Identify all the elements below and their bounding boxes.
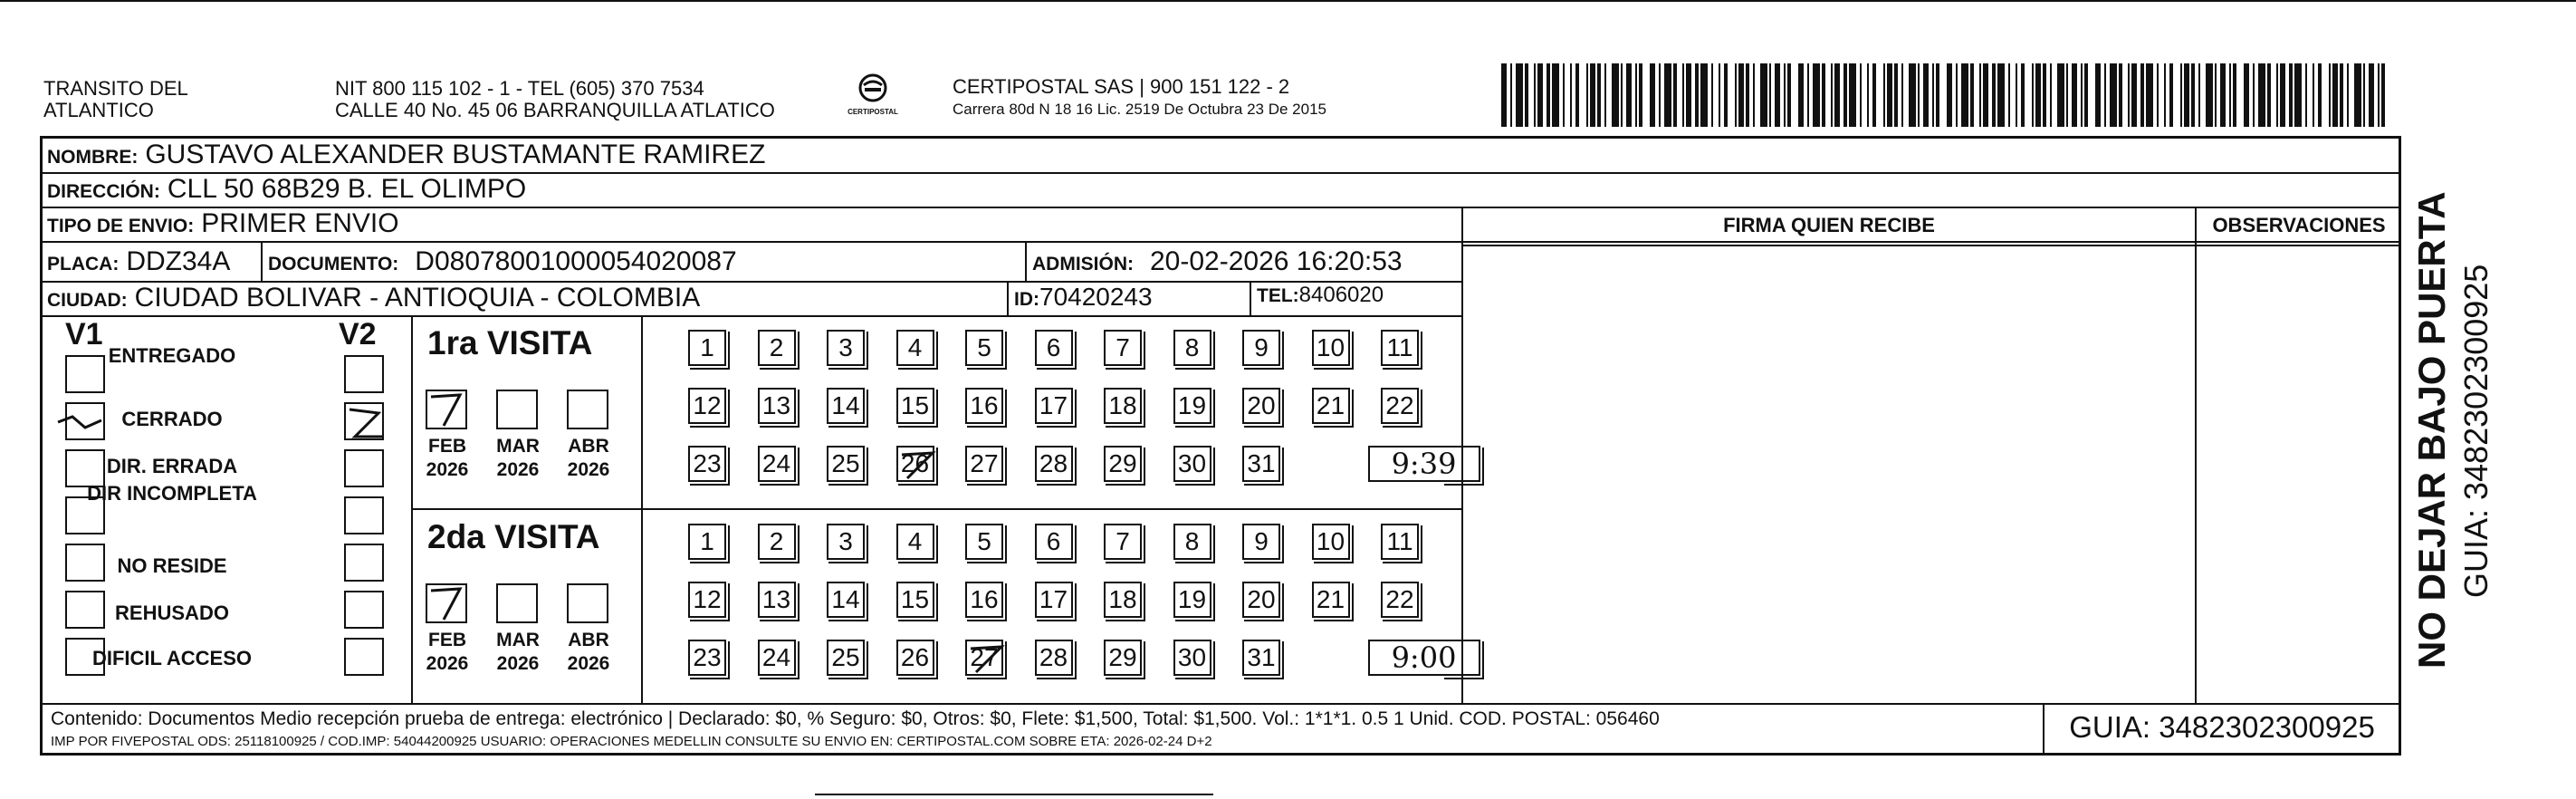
v2-checkbox[interactable] — [344, 402, 384, 440]
barcode-bar — [1642, 63, 1650, 127]
observaciones-area[interactable] — [2198, 248, 2399, 701]
placa-row — [47, 246, 230, 277]
time-box[interactable]: 9:39 — [1368, 446, 1480, 482]
month-checkbox[interactable] — [426, 390, 467, 429]
admision-row — [1032, 246, 1403, 277]
day-box[interactable]: 24 — [758, 640, 796, 676]
day-box[interactable]: 29 — [1104, 640, 1142, 676]
placa-label: PLACA: — [47, 254, 120, 274]
day-box[interactable]: 20 — [1242, 388, 1280, 424]
day-box[interactable]: 12 — [688, 388, 726, 424]
day-box[interactable]: 19 — [1173, 582, 1211, 618]
day-box[interactable]: 6 — [1035, 330, 1073, 366]
month-label — [491, 629, 545, 676]
month-label — [420, 435, 474, 482]
guia-box: GUIA: 3482302300925 — [2069, 710, 2375, 744]
barcode-bar — [1579, 63, 1586, 127]
barcode-bar — [2088, 63, 2095, 127]
v2-checkbox[interactable] — [344, 449, 384, 487]
barcode-bar — [2258, 63, 2265, 127]
barcode-bar — [2294, 63, 2302, 127]
month-name: FEB — [428, 630, 466, 650]
day-box[interactable]: 7 — [1104, 524, 1142, 560]
barcode-bar — [2206, 63, 2213, 127]
month-name: ABR — [568, 630, 609, 650]
barcode-bar — [1552, 63, 1559, 127]
license-line: Carrera 80d N 18 16 Lic. 2519 De Octubra 23 De 2015 — [953, 101, 1326, 118]
day-box[interactable]: 23 — [688, 446, 726, 482]
day-box[interactable]: 21 — [1312, 582, 1350, 618]
barcode-bar — [1939, 63, 1947, 127]
firma-header: FIRMA QUIEN RECIBE — [1723, 214, 1935, 236]
day-box[interactable]: 27 — [965, 640, 1003, 676]
visit-title: 2da VISITA — [427, 518, 600, 555]
placa-divider — [261, 241, 263, 281]
day-box[interactable]: 8 — [1173, 330, 1211, 366]
barcode-bar — [1791, 63, 1798, 127]
barcode-bar — [1813, 63, 1820, 127]
company-info — [953, 74, 1460, 120]
day-box[interactable]: 13 — [758, 388, 796, 424]
nombre-label: NOMBRE: — [47, 147, 139, 168]
day-box[interactable]: 30 — [1173, 640, 1211, 676]
tel-row — [1257, 283, 1384, 308]
check-mark-icon — [426, 583, 467, 623]
barcode-bar — [2025, 63, 2032, 127]
observaciones-header: OBSERVACIONES — [2212, 214, 2386, 236]
status-label: ENTREGADO — [108, 344, 236, 367]
day-box[interactable]: 20 — [1242, 582, 1280, 618]
admision-divider — [1025, 241, 1027, 281]
day-box[interactable]: 2 — [758, 524, 796, 560]
day-box[interactable]: 25 — [827, 446, 865, 482]
day-box[interactable]: 26 — [896, 446, 934, 482]
status-divider — [411, 315, 413, 703]
barcode-bar — [1876, 63, 1883, 127]
ciudad-value: CIUDAD BOLIVAR - ANTIOQUIA - COLOMBIA — [134, 283, 701, 313]
barcode-bar — [2322, 63, 2329, 127]
day-box[interactable]: 22 — [1381, 388, 1419, 424]
tel-label: TEL: — [1257, 285, 1299, 306]
day-box[interactable]: 1 — [688, 524, 726, 560]
v2-checkbox[interactable] — [344, 544, 384, 582]
day-box[interactable]: 5 — [965, 330, 1003, 366]
id-value: 70420243 — [1039, 283, 1153, 311]
day-box[interactable]: 29 — [1104, 446, 1142, 482]
day-box[interactable]: 8 — [1173, 524, 1211, 560]
day-box[interactable]: 23 — [688, 640, 726, 676]
status-label: CERRADO — [121, 408, 223, 430]
barcode — [1501, 63, 2394, 127]
tel-divider — [1250, 281, 1251, 315]
barcode-bar — [1849, 63, 1856, 127]
barcode-bar — [1612, 63, 1619, 127]
footer-divider — [40, 703, 2401, 705]
row-divider — [40, 241, 2401, 243]
month-year: 2026 — [426, 459, 469, 480]
sender-contact — [335, 78, 842, 121]
v1-label: V1 — [65, 317, 103, 351]
check-mark-icon — [346, 404, 386, 442]
barcode-bar — [2354, 63, 2361, 127]
day-box[interactable]: 11 — [1381, 330, 1419, 366]
month-name: ABR — [568, 436, 609, 457]
id-label: ID: — [1014, 289, 1039, 310]
month-label — [561, 629, 616, 676]
status-label: DIFICIL ACCESO — [91, 647, 252, 669]
day-box[interactable]: 27 — [965, 446, 1003, 482]
day-box[interactable]: 2 — [758, 330, 796, 366]
day-box[interactable]: 31 — [1242, 446, 1280, 482]
status-label: NO RESIDE — [117, 554, 227, 577]
day-box[interactable]: 16 — [965, 582, 1003, 618]
day-box[interactable]: 4 — [896, 524, 934, 560]
month-year: 2026 — [426, 653, 469, 674]
v2-checkbox[interactable] — [344, 591, 384, 629]
day-box[interactable]: 24 — [758, 446, 796, 482]
day-box[interactable]: 6 — [1035, 524, 1073, 560]
tipo-value: PRIMER ENVIO — [201, 208, 399, 238]
day-box[interactable]: 11 — [1381, 524, 1419, 560]
day-box[interactable]: 28 — [1035, 446, 1073, 482]
day-box[interactable]: 10 — [1312, 330, 1350, 366]
day-box[interactable]: 3 — [827, 524, 865, 560]
tipo-row — [47, 208, 399, 239]
logo-text: CERTIPOSTAL — [847, 108, 898, 116]
bottom-edge-mark — [815, 794, 1213, 795]
barcode-bar — [1664, 63, 1671, 127]
month-checkbox[interactable] — [496, 583, 538, 623]
status-label: REHUSADO — [115, 602, 229, 624]
month-label — [561, 435, 616, 482]
barcode-bar — [1909, 63, 1916, 127]
direccion-row — [47, 174, 526, 205]
day-box[interactable]: 28 — [1035, 640, 1073, 676]
month-name: FEB — [428, 436, 466, 457]
sender-line-2: ATLANTICO — [43, 99, 154, 121]
side-guia: GUIA: 3482302300925 — [2457, 264, 2495, 598]
barcode-bar — [1516, 63, 1523, 127]
ciudad-row — [47, 283, 700, 313]
documento-row — [268, 246, 737, 277]
barcode-bar — [2236, 63, 2244, 127]
status-label: DIR INCOMPLETA — [87, 482, 257, 505]
barcode-bar — [1760, 63, 1767, 127]
nombre-value: GUSTAVO ALEXANDER BUSTAMANTE RAMIREZ — [145, 140, 766, 169]
day-box[interactable]: 18 — [1104, 582, 1142, 618]
day-box[interactable]: 21 — [1312, 388, 1350, 424]
signature-area[interactable] — [1465, 248, 2193, 701]
day-box[interactable]: 9 — [1242, 330, 1280, 366]
day-box[interactable]: 15 — [896, 388, 934, 424]
month-name: MAR — [496, 630, 540, 650]
id-row — [1014, 283, 1153, 312]
v2-checkbox[interactable] — [344, 496, 384, 534]
day-box[interactable]: 17 — [1035, 388, 1073, 424]
month-year: 2026 — [567, 653, 610, 674]
month-year: 2026 — [567, 459, 610, 480]
nombre-row — [47, 140, 765, 170]
nit-line: NIT 800 115 102 - 1 - TEL (605) 370 7534 — [335, 77, 704, 100]
sender-name — [43, 78, 297, 121]
col-divider-obs — [2195, 207, 2197, 703]
check-mark-icon — [426, 390, 467, 429]
day-box[interactable]: 13 — [758, 582, 796, 618]
day-box[interactable]: 4 — [896, 330, 934, 366]
day-box[interactable]: 31 — [1242, 640, 1280, 676]
visit-title: 1ra VISITA — [427, 324, 593, 361]
v2-label: V2 — [339, 317, 377, 351]
day-box[interactable]: 14 — [827, 388, 865, 424]
id-divider — [1007, 281, 1009, 315]
day-box[interactable]: 3 — [827, 330, 865, 366]
day-box[interactable]: 25 — [827, 640, 865, 676]
month-year: 2026 — [496, 459, 540, 480]
day-box[interactable]: 14 — [827, 582, 865, 618]
certipostal-logo — [837, 72, 909, 123]
placa-value: DDZ34A — [126, 246, 231, 276]
documento-value: D08078001000054020087 — [415, 246, 737, 276]
certipostal-logo-icon — [853, 72, 893, 103]
day-box[interactable]: 26 — [896, 640, 934, 676]
sender-line-1: TRANSITO DEL — [43, 77, 188, 100]
barcode-bar — [2110, 63, 2117, 127]
day-box[interactable]: 1 — [688, 330, 726, 366]
admision-label: ADMISIÓN: — [1032, 254, 1134, 274]
check-mark-icon — [967, 641, 1007, 678]
check-mark-icon — [898, 448, 938, 484]
barcode-bar — [2173, 63, 2180, 127]
month-checkbox[interactable] — [426, 583, 467, 623]
time-box[interactable]: 9:00 — [1368, 640, 1480, 676]
month-label — [420, 629, 474, 676]
footer-line-2: IMP POR FIVEPOSTAL ODS: 25118100925 / COD.IMP: 54044200925 USUARIO: OPERACIONES MEDELLIN CONSULTE SU ENVIO EN: CERTIPOSTAL.COM SOBRE ETA: 2026-02-24 D+2 — [51, 734, 1212, 749]
tel-value: 8406020 — [1298, 283, 1384, 307]
month-label — [491, 435, 545, 482]
footer-line-1: Contenido: Documentos Medio recepción prueba de entrega: electrónico | Declarado: $0, % Seguro: $0, Otros: $0, Flete: $1,500, Total: $1,500. Vol.: 1*1*1. 0.5 1 Unid. COD. POSTAL: 056460 — [51, 708, 1660, 729]
month-year: 2026 — [496, 653, 540, 674]
day-box[interactable]: 18 — [1104, 388, 1142, 424]
address-line: CALLE 40 No. 45 06 BARRANQUILLA ATLATICO — [335, 99, 775, 121]
day-box[interactable]: 30 — [1173, 446, 1211, 482]
admision-value: 20-02-2026 16:20:53 — [1150, 246, 1403, 276]
status-label: DIR. ERRADA — [106, 455, 238, 477]
barcode-bar — [1700, 63, 1708, 127]
month-checkbox[interactable] — [567, 583, 608, 623]
visit-divider — [411, 508, 1461, 510]
day-box[interactable]: 7 — [1104, 330, 1142, 366]
direccion-value: CLL 50 68B29 B. EL OLIMPO — [167, 174, 527, 204]
receipt-header-line — [1461, 245, 2401, 246]
company-line: CERTIPOSTAL SAS | 900 151 122 - 2 — [953, 75, 1290, 98]
barcode-bar — [1961, 63, 1968, 127]
day-box[interactable]: 19 — [1173, 388, 1211, 424]
row-divider — [40, 315, 1461, 317]
day-box[interactable]: 22 — [1381, 582, 1419, 618]
months-divider — [641, 315, 643, 703]
month-name: MAR — [496, 436, 540, 457]
v2-checkbox[interactable] — [344, 355, 384, 393]
month-checkbox[interactable] — [496, 390, 538, 429]
day-box[interactable]: 10 — [1312, 524, 1350, 560]
top-edge-line — [0, 0, 2576, 2]
v2-checkbox[interactable] — [344, 638, 384, 676]
barcode-bar — [2146, 63, 2153, 127]
day-box[interactable]: 16 — [965, 388, 1003, 424]
side-warning: NO DEJAR BAJO PUERTA — [2410, 191, 2453, 669]
day-box[interactable]: 9 — [1242, 524, 1280, 560]
day-box[interactable]: 15 — [896, 582, 934, 618]
day-box[interactable]: 17 — [1035, 582, 1073, 618]
barcode-bar — [1997, 63, 2005, 127]
tipo-label: TIPO DE ENVIO: — [47, 216, 195, 236]
direccion-label: DIRECCIÓN: — [47, 181, 160, 202]
ciudad-label: CIUDAD: — [47, 290, 128, 311]
barcode-bar — [2385, 63, 2392, 127]
day-box[interactable]: 5 — [965, 524, 1003, 560]
barcode-bar — [2057, 63, 2064, 127]
barcode-bar — [1728, 63, 1735, 127]
documento-label: DOCUMENTO: — [268, 254, 399, 274]
day-box[interactable]: 12 — [688, 582, 726, 618]
month-checkbox[interactable] — [567, 390, 608, 429]
